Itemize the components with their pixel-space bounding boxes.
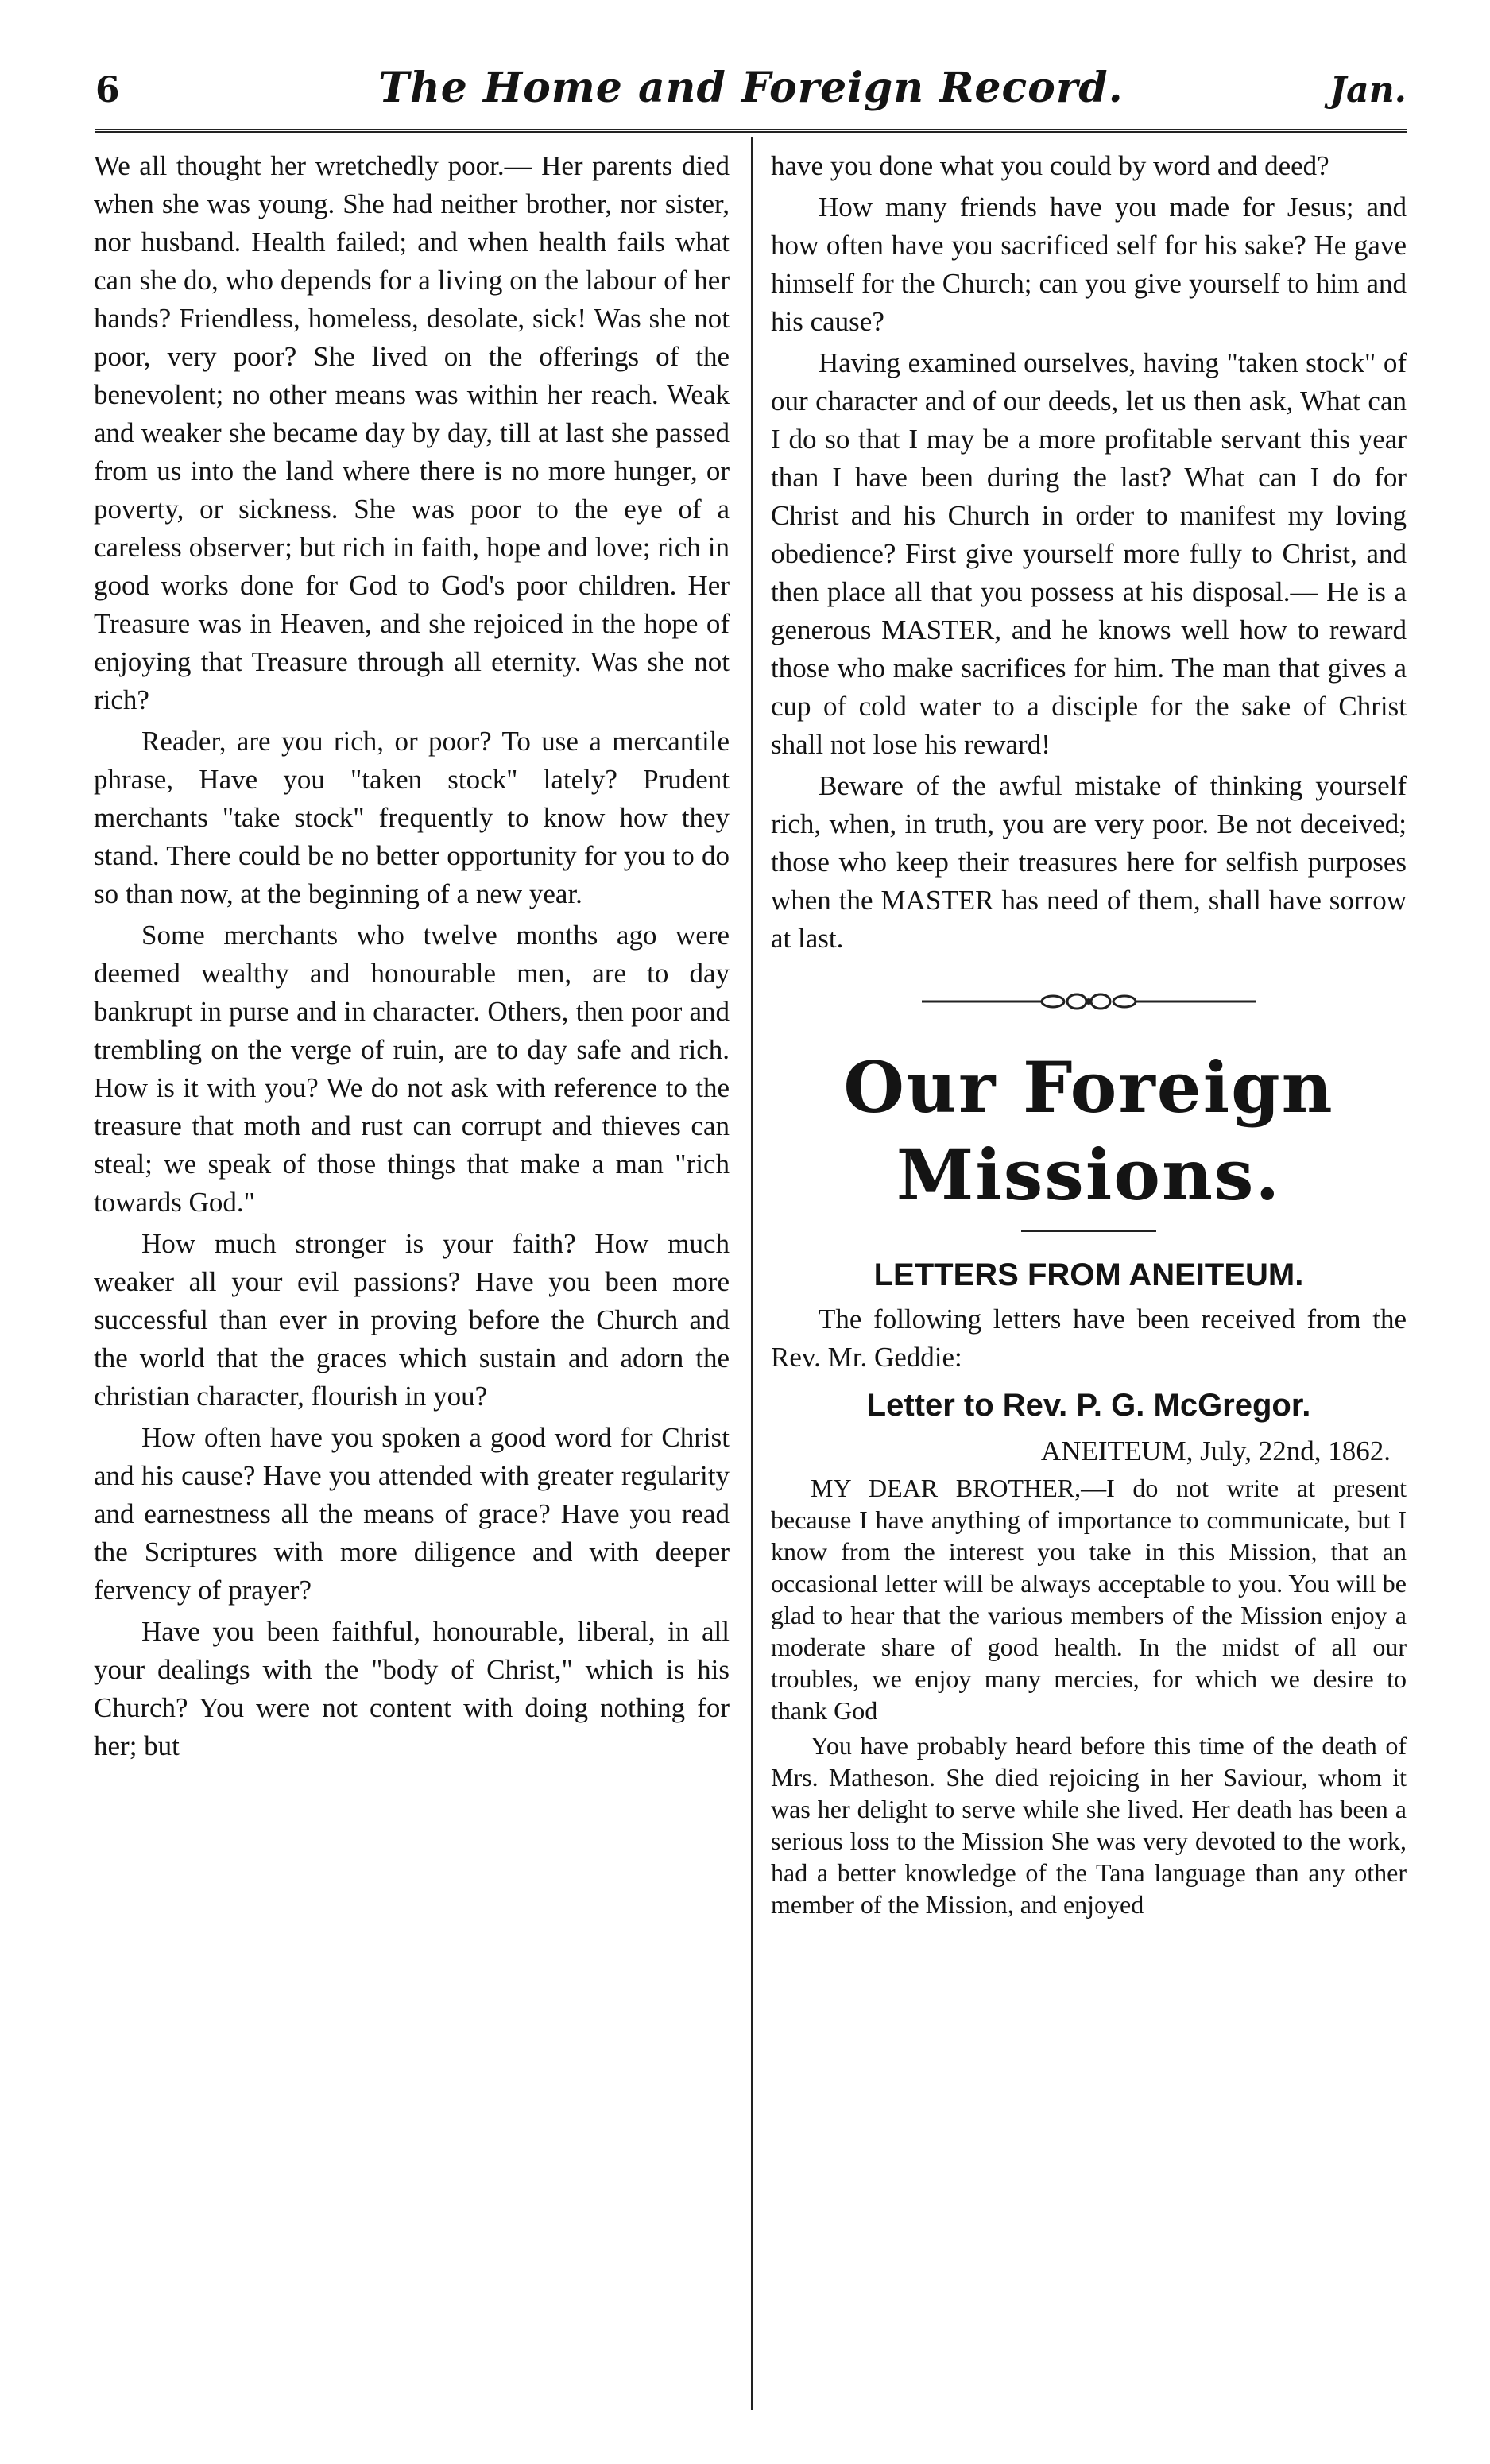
section-rule xyxy=(1021,1230,1156,1232)
paragraph: How often have you spoken a good word for Christ and his cause? Have you attended with greater regularity and earnestness all the means of grace? Have you read the Scriptures with more diligence and with deeper fervency of prayer? xyxy=(94,1422,730,1606)
publication-title: The Home and Foreign Record. xyxy=(378,64,1124,112)
paragraph-continuation: have you done what you could by word and deed? xyxy=(771,150,1329,181)
paragraph: Having examined ourselves, having "taken stock" of our character and of our deeds, let us then ask, What can I do so that I may be a more profitable servant this year than I have been during the last? What can I do for Christ and his Church in order to manifest my loving obedience? First give yourself more fully to Christ, and then place all that you possess at his disposal.— He is a generous MASTER, and he knows well how to reward those who make sacrifices for him. The man that gives a cup of cold water to a disciple for the sake of Christ shall not lose his reward! xyxy=(771,347,1407,760)
paragraph: How much stronger is your faith? How much weaker all your evil passions? Have you been more successful than ever in proving before the Church and the world that the graces which sustain and adorn the christian character, flourish in you? xyxy=(94,1228,730,1412)
subheading: LETTERS FROM ANEITEUM. xyxy=(873,1257,1304,1292)
paragraph: We all thought her wretchedly poor.— Her parents died when she was young. She had neither brother, nor sister, nor husband. Health failed; and when health fails what can she do, who depends for a living on the labour of her hands? Friendless, homeless, desolate, sick! Was she not poor, very poor? She lived on the offerings of the benevolent; no other means was within her reach. Weak and weaker she became day by day, till at last she passed from us into the land where there is no more hunger, or poverty, or sickness. She was poor to the eye of a careless observer; but rich in faith, hope and love; rich in good works done for God to God's poor children. Her Treasure was in Heaven, and she rejoiced in the hope of enjoying that Treasure through all eternity. Was she not rich? xyxy=(94,150,730,715)
paragraph: Beware of the awful mistake of thinking yourself rich, when, in truth, you are very poor. Be not deceived; those who keep their treasures here for selfish purposes when the MASTER has need of them, shall have sorrow at last. xyxy=(771,770,1407,954)
letter-paragraph: MY DEAR BROTHER,—I do not write at present because I have anything of importance to communicate, but I know from the interest you take in this Mission, that an occasional letter will be always acceptable to you. You will be glad to hear that the various members of the Mission enjoy a moderate share of good health. In the midst of all our troubles, we enjoy many mercies, for which we desire to thank God xyxy=(771,1474,1407,1725)
left-column xyxy=(94,147,730,2412)
page-number: 6 xyxy=(95,70,120,110)
paragraph: Some merchants who twelve months ago were deemed wealthy and honourable men, are to day bankrupt in purse and in character. Others, then poor and trembling on the verge of ruin, are to day safe and rich. How is it with you? We do not ask with reference to the treasure that moth and rust can corrupt and thieves can steal; we speak of those things that make a man "rich towards God." xyxy=(94,920,730,1218)
section-title: Our Foreign Missions. xyxy=(843,1046,1334,1216)
running-header xyxy=(95,64,1407,119)
intro-paragraph: The following letters have been received from the Rev. Mr. Geddie: xyxy=(771,1304,1407,1373)
right-column xyxy=(771,147,1407,2412)
letter-body xyxy=(771,1472,1407,1920)
paragraph: How many friends have you made for Jesus; and how often have you sacrificed self for his sake? He gave himself for the Church; can you give yourself to him and his cause? xyxy=(771,192,1407,337)
column-divider xyxy=(751,137,753,2410)
paragraph: Reader, are you rich, or poor? To use a mercantile phrase, Have you "taken stock" lately? Prudent merchants "take stock" frequently to know how they stand. There could be no better opportunity for you to do so than now, at the beginning of a new year. xyxy=(94,726,730,909)
ornamental-divider-icon xyxy=(922,990,1256,1013)
letter-dateline: ANEITEUM, July, 22nd, 1862. xyxy=(1040,1435,1391,1466)
letter-title: Letter to Rev. P. G. McGregor. xyxy=(866,1388,1311,1423)
issue-month: Jan. xyxy=(1329,70,1407,110)
letter-paragraph: You have probably heard before this time of the death of Mrs. Matheson. She died rejoicing in her Saviour, whom it was her delight to serve while she lived. Her death has been a serious loss to the Mission She was very devoted to the work, had a better knowledge of the Tana language than any other member of the Mission, and enjoyed xyxy=(771,1731,1407,1919)
header-rule xyxy=(95,129,1407,133)
paragraph: Have you been faithful, honourable, liberal, in all your dealings with the "body of Christ," which is his Church? You were not content with doing nothing for her; but xyxy=(94,1616,730,1761)
